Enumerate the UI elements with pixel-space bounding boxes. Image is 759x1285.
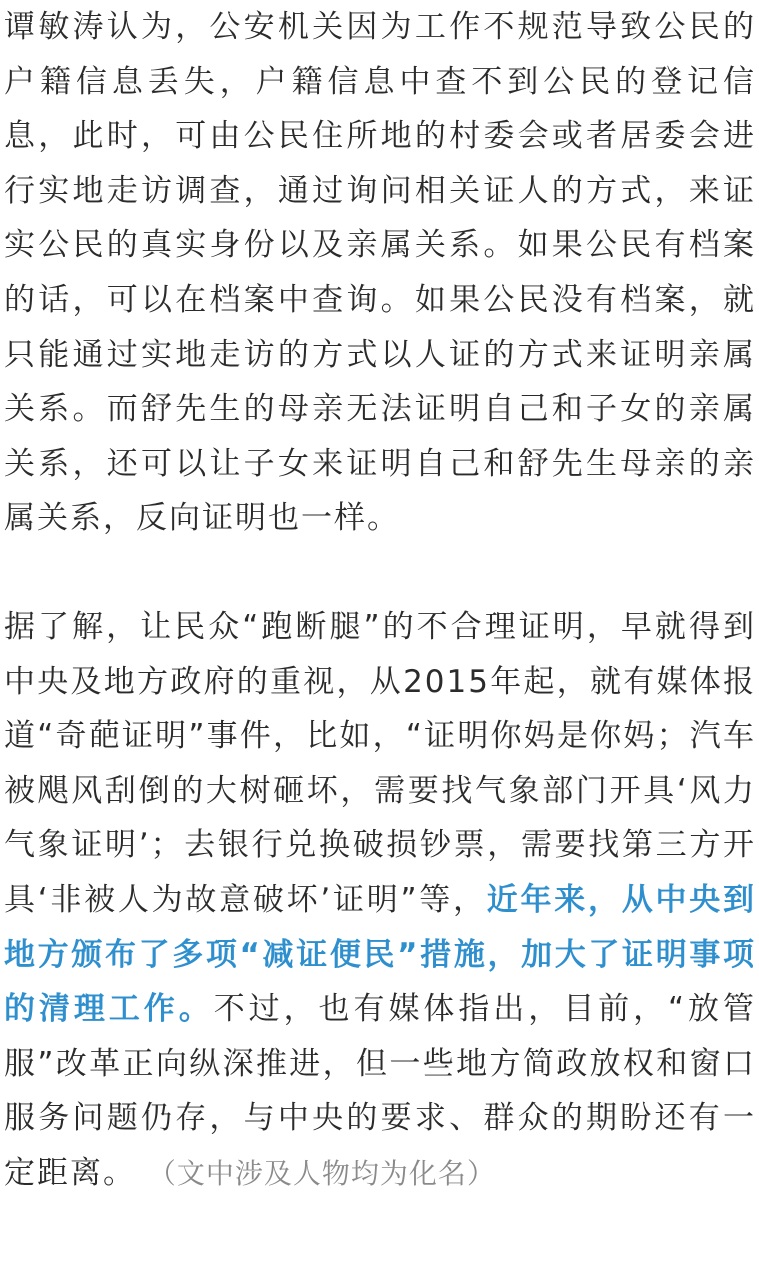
article-body xyxy=(4,0,756,1201)
paragraph-2 xyxy=(4,600,756,1202)
paragraph-2-text-after: 不过，也有媒体指出，目前，“放管服”改革正向纵深推进，但一些地方简政放权和窗口服务问题仍存，与中央的要求、群众的期盼还有一定距离。 xyxy=(4,991,757,1191)
highlighted-sentence: 近年来，从中央到地方颁布了多项“减证便民”措施，加大了证明事项的清理工作。 xyxy=(4,881,756,1028)
pseudonym-note: （文中涉及人物均为化名） xyxy=(147,1156,496,1190)
paragraph-2-text-before: 据了解，让民众“跑断腿”的不合理证明，早就得到中央及地方政府的重视，从2015年起，就有媒体报道“奇葩证明”事件，比如，“证明你妈是你妈；汽车被飓风刮倒的大树砸坏，需要找气象部门开具‘风力气象证明’；去银行兑换破损钞票，需要找第三方开具‘非被人为故意破坏’证明”等， xyxy=(4,608,756,918)
paragraph-1: 谭敏涛认为，公安机关因为工作不规范导致公民的户籍信息丢失，户籍信息中查不到公民的登记信息，此时，可由公民住所地的村委会或者居委会进行实地走访调查，通过询问相关证人的方式，来证实公民的真实身份以及亲属关系。如果公民有档案的话，可以在档案中查询。如果公民没有档案，就只能通过实地走访的方式以人证的方式来证明亲属关系。而舒先生的母亲无法证明自己和子女的亲属关系，还可以让子女来证明自己和舒先生母亲的亲属关系，反向证明也一样。 xyxy=(4,9,756,537)
